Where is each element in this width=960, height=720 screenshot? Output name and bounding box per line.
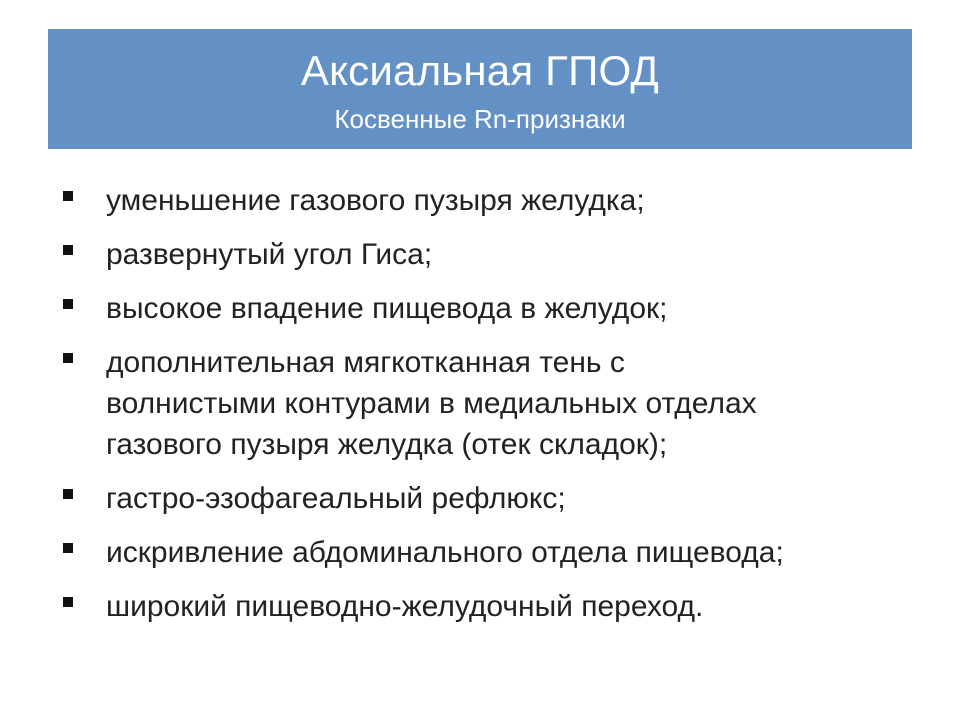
list-item (62, 586, 922, 627)
bullet-text (106, 234, 922, 275)
bullet-text (106, 586, 922, 627)
bullet-text (106, 478, 922, 519)
square-bullet-icon (63, 299, 73, 309)
bullet-text (106, 342, 922, 465)
bullet-line: уменьшение газового пузыря желудка; (106, 184, 645, 217)
bullet-line: волнистыми контурами в медиальных отделах (106, 387, 757, 420)
title-banner (48, 29, 912, 149)
bullet-line: развернутый угол Гиса; (106, 238, 433, 271)
bullet-text (106, 288, 922, 329)
bullet-text (106, 180, 922, 221)
square-bullet-icon (63, 245, 73, 255)
bullet-line: газового пузыря желудка (отек складок); (106, 428, 668, 461)
slide-subtitle: Косвенные Rn-признаки (334, 104, 626, 134)
bullet-line: гастро-эзофагеальный рефлюкс; (106, 482, 566, 515)
bullet-line: широкий пищеводно-желудочный переход. (106, 590, 704, 623)
list-item (62, 478, 922, 519)
list-item (62, 532, 922, 573)
list-item (62, 234, 922, 275)
bullet-text (106, 532, 922, 573)
list-item (62, 180, 922, 221)
bullet-list (62, 180, 922, 640)
square-bullet-icon (63, 489, 73, 499)
square-bullet-icon (63, 543, 73, 553)
bullet-line: высокое впадение пищевода в желудок; (106, 292, 668, 325)
list-item (62, 342, 922, 465)
list-item (62, 288, 922, 329)
bullet-line: искривление абдоминального отдела пищевода; (106, 536, 784, 569)
square-bullet-icon (63, 191, 73, 201)
square-bullet-icon (63, 597, 73, 607)
bullet-line: дополнительная мягкотканная тень с (106, 346, 625, 379)
square-bullet-icon (63, 353, 73, 363)
slide-title: Аксиальная ГПОД (300, 47, 660, 94)
